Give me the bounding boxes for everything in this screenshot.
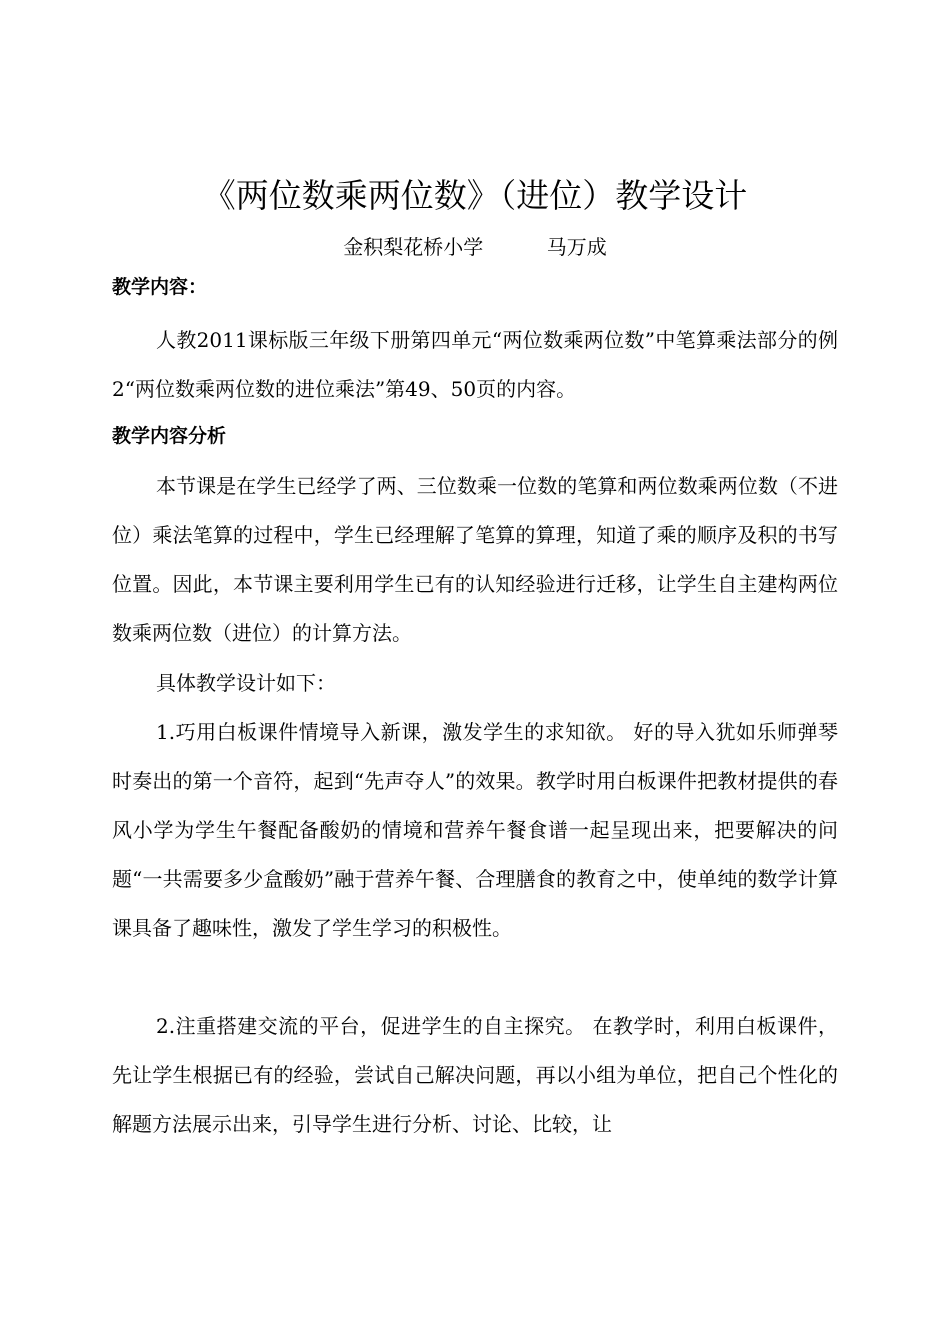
paragraph: 本节课是在学生已经学了两、三位数乘一位数的笔算和两位数乘两位数（不进位）乘法笔算的过程中，学生已经理解了笔算的算理，知道了乘的顺序及积的书写位置。因此，本节课主要利用学生已有的认知经验进行迁移，让学生自主建构两位数乘两位数（进位）的计算方法。 xyxy=(112,474,838,645)
section-heading-analysis: 教学内容分析 xyxy=(112,425,227,447)
section-heading-content: 教学内容： xyxy=(112,276,208,298)
document-title: 《两位数乘两位数》（进位）教学设计 xyxy=(202,176,748,215)
paragraph: 1.巧用白板课件情境导入新课，激发学生的求知欲。 好的导入犹如乐师弹琴时奏出的第一个音符，起到“先声夺人”的效果。教学时用白板课件把教材提供的春风小学为学生午餐配备酸奶的情境和营养午餐食谱一起呈现出来，把要解决的问题“一共需要多少盒酸奶”融于营养午餐、合理膳食的教育之中，使单纯的数学计算课具备了趣味性，激发了学生学习的积极性。 xyxy=(112,720,838,940)
paragraph: 具体教学设计如下： xyxy=(156,671,336,695)
author-line: 金积梨花桥小学 马万成 xyxy=(343,235,607,259)
paragraph: 2.注重搭建交流的平台，促进学生的自主探究。 在教学时，利用白板课件，先让学生根据已有的经验，尝试自己解决问题，再以小组为单位，把自己个性化的解题方法展示出来，引导学生进行分析、讨论、比较，让 xyxy=(112,1014,838,1136)
paragraph: 人教2011课标版三年级下册第四单元“两位数乘两位数”中笔算乘法部分的例2“两位数乘两位数的进位乘法”第49、50页的内容。 xyxy=(112,328,838,401)
